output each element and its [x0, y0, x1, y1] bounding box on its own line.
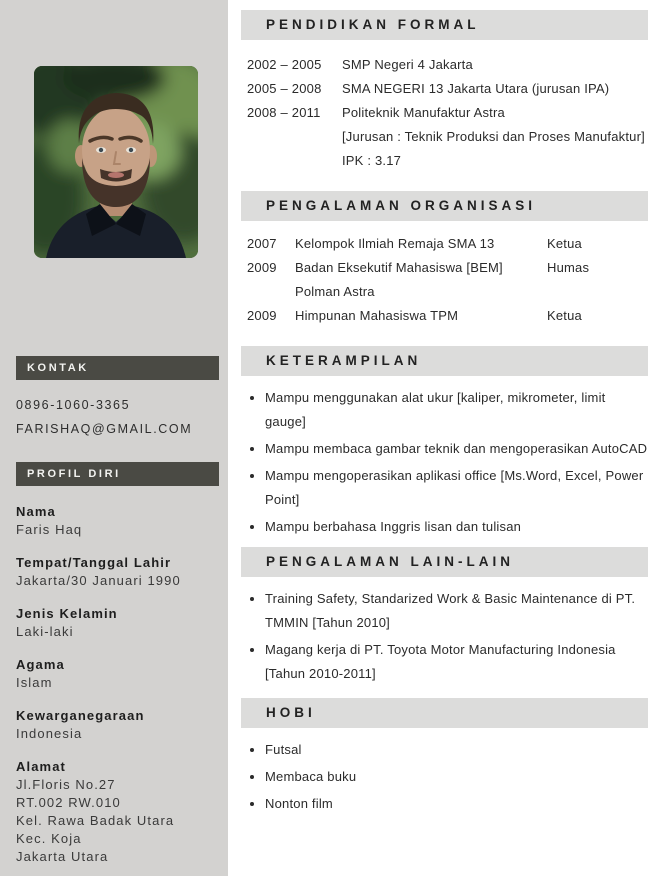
organization-year: 2009 [247, 260, 277, 275]
education-gpa: IPK : 3.17 [342, 153, 402, 168]
section-other-experience [241, 547, 648, 686]
education-period: 2002 – 2005 [247, 57, 322, 72]
hobby-item: • Membaca buku [265, 765, 648, 789]
section-organization [241, 191, 648, 328]
education-description: SMA NEGERI 13 Jakarta Utara (jurusan IPA) [342, 81, 610, 96]
email-address: FARISHAQ@GMAIL.COM [16, 422, 193, 436]
other-experience-item: • Training Safety, Standarized Work & Basic Maintenance di PT. TMMIN [Tahun 2010] [265, 587, 648, 635]
field-kewarganegaraan [16, 707, 220, 743]
education-school: Politeknik Manufaktur Astra [342, 105, 505, 120]
field-value: Indonesia [16, 726, 83, 741]
field-value: Laki-laki [16, 624, 74, 639]
education-title: PENDIDIKAN FORMAL [241, 10, 648, 40]
hobby-item: • Futsal [265, 738, 648, 762]
skill-item: • Mampu mengoperasikan aplikasi office [Ms.Word, Excel, Power Point] [265, 464, 648, 512]
field-value: Islam [16, 675, 53, 690]
address-line: Jl.Floris No.27 [16, 777, 116, 792]
phone-number: 0896-1060-3365 [16, 398, 131, 412]
section-skills [241, 346, 648, 539]
organization-year: 2007 [247, 236, 277, 251]
sidebar [0, 0, 228, 876]
portrait-illustration [34, 66, 198, 258]
skill-item: • Mampu menggunakan alat ukur [kaliper, mikrometer, limit gauge] [265, 386, 648, 434]
skills-title: KETERAMPILAN [241, 346, 648, 376]
education-period: 2005 – 2008 [247, 81, 322, 96]
organization-role: Ketua [547, 236, 582, 251]
field-label: Jenis Kelamin [16, 606, 118, 621]
education-major: [Jurusan : Teknik Produksi dan Proses Manufaktur] [342, 129, 645, 144]
field-label: Tempat/Tanggal Lahir [16, 555, 172, 570]
profile-section-title: PROFIL DIRI [16, 462, 219, 486]
skill-item: • Mampu membaca gambar teknik dan mengoperasikan AutoCAD [265, 437, 648, 461]
section-hobbies [241, 698, 648, 816]
field-label: Kewarganegaraan [16, 708, 145, 723]
hobbies-title: HOBI [241, 698, 648, 728]
skill-item: • Mampu berbahasa Inggris lisan dan tulisan [265, 515, 648, 539]
field-alamat [16, 758, 220, 866]
field-agama [16, 656, 220, 692]
education-rows [247, 53, 648, 173]
education-row [247, 53, 648, 77]
organization-row [247, 232, 648, 256]
education-description: SMP Negeri 4 Jakarta [342, 57, 473, 72]
organization-role: Humas [547, 260, 590, 275]
organization-row [247, 304, 648, 328]
organization-role: Ketua [547, 308, 582, 323]
organization-name: Badan Eksekutif Mahasiswa [BEM] Polman Astra [295, 260, 503, 299]
address-line: Kel. Rawa Badak Utara [16, 813, 175, 828]
education-row [247, 101, 648, 173]
other-experience-item: • Magang kerja di PT. Toyota Motor Manufacturing Indonesia [Tahun 2010-2011] [265, 638, 648, 686]
organization-name: Kelompok Ilmiah Remaja SMA 13 [295, 236, 495, 251]
hobbies-list [247, 738, 648, 816]
hobby-item: • Nonton film [265, 792, 648, 816]
field-value: Jakarta/30 Januari 1990 [16, 573, 181, 588]
contact-list [16, 393, 218, 441]
field-jenis-kelamin [16, 605, 220, 641]
organization-name: Himpunan Mahasiswa TPM [295, 308, 459, 323]
organization-year: 2009 [247, 308, 277, 323]
education-description [342, 101, 648, 173]
address-line: RT.002 RW.010 [16, 795, 121, 810]
profile-photo [34, 66, 198, 258]
organization-title: PENGALAMAN ORGANISASI [241, 191, 648, 221]
field-value [16, 776, 220, 866]
address-line: Kec. Koja [16, 831, 82, 846]
other-experience-title: PENGALAMAN LAIN-LAIN [241, 547, 648, 577]
section-education [241, 10, 648, 173]
skills-list [247, 386, 648, 539]
education-period: 2008 – 2011 [247, 105, 321, 120]
organization-row [247, 256, 648, 304]
field-label: Nama [16, 504, 56, 519]
other-experience-list [247, 587, 648, 686]
field-nama [16, 503, 220, 539]
organization-rows [247, 232, 648, 328]
field-label: Agama [16, 657, 65, 672]
field-tempat-tanggal-lahir [16, 554, 220, 590]
education-row [247, 77, 648, 101]
profile-fields [16, 503, 220, 866]
field-value: Faris Haq [16, 522, 83, 537]
contact-section-title: KONTAK [16, 356, 219, 380]
main-content [228, 0, 660, 876]
address-line: Jakarta Utara [16, 849, 109, 864]
field-label: Alamat [16, 759, 66, 774]
